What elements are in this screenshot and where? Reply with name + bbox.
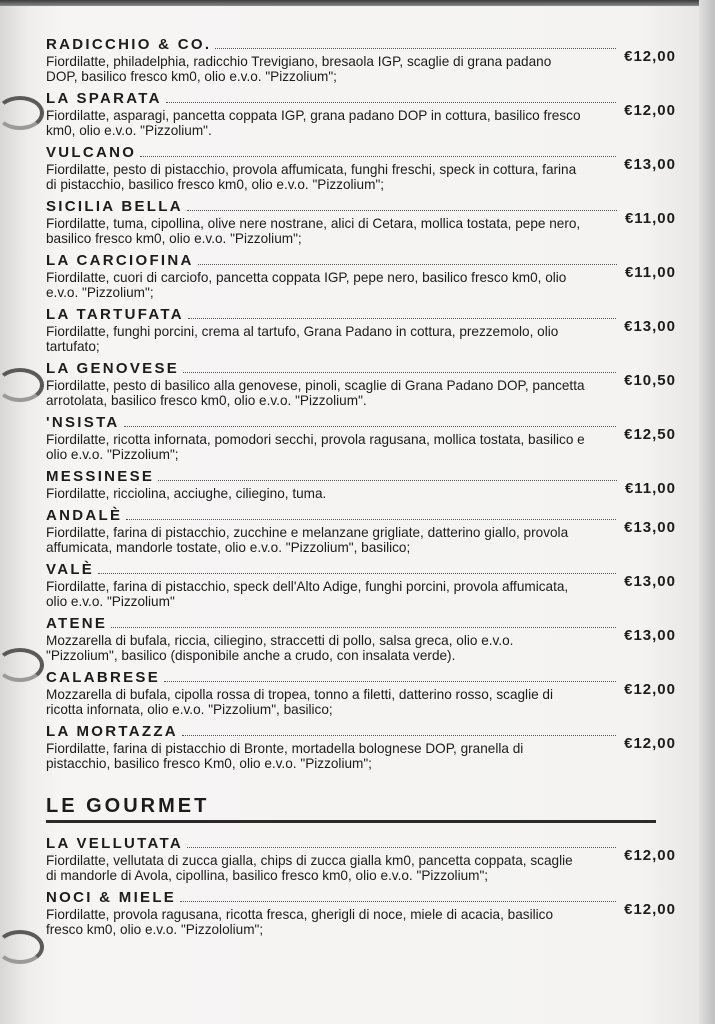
item-description: Fiordilatte, philadelphia, radicchio Trevigiano, bresaola IGP, scaglie di grana padano DOP, basilico fresco km0, olio e.v.o. "Pizzolium"; xyxy=(46,54,552,84)
item-price: €13,00 xyxy=(624,519,676,536)
item-name: LA SPARATA xyxy=(46,90,162,107)
menu-item xyxy=(46,723,676,771)
menu-item xyxy=(46,306,676,354)
dotted-leader xyxy=(126,518,616,520)
item-name: MESSINESE xyxy=(46,468,155,485)
item-price: €13,00 xyxy=(624,156,676,173)
item-name: NOCI & MIELE xyxy=(46,889,177,906)
item-price: €11,00 xyxy=(624,480,676,497)
menu-item xyxy=(46,669,676,717)
dotted-leader xyxy=(182,734,616,736)
section-title: LE GOURMET xyxy=(46,795,210,817)
section-header xyxy=(46,777,676,818)
dotted-leader xyxy=(158,479,617,481)
item-description: Fiordilatte, cuori di carciofo, pancetta coppata IGP, pepe nero, basilico fresco km0, olio e.v.o. "Pizzolium"; xyxy=(46,270,567,300)
binder-ring-icon xyxy=(0,930,44,964)
dotted-leader xyxy=(187,846,616,848)
menu-item xyxy=(46,144,676,192)
item-name: SICILIA BELLA xyxy=(46,198,183,215)
item-name: ANDALÈ xyxy=(46,507,123,524)
page-right-edge xyxy=(699,0,715,1024)
item-price: €13,00 xyxy=(624,573,676,590)
menu-item xyxy=(46,561,676,609)
item-price: €13,00 xyxy=(624,627,676,644)
item-price: €10,50 xyxy=(624,372,676,389)
item-name: 'NSISTA xyxy=(46,414,120,431)
item-price: €12,50 xyxy=(624,426,676,443)
menu-item xyxy=(46,468,676,501)
item-description: Mozzarella di bufala, cipolla rossa di tropea, tonno a filetti, datterino rosso, scaglie di ricotta infornata, olio e.v.o. "Pizzolium", basilico; xyxy=(46,687,554,717)
dotted-leader xyxy=(188,317,616,319)
page-top-edge xyxy=(0,0,715,6)
binder-ring-icon xyxy=(0,368,44,402)
item-price: €12,00 xyxy=(624,102,676,119)
dotted-leader xyxy=(198,263,617,265)
menu-item xyxy=(46,507,676,555)
item-price: €11,00 xyxy=(624,210,676,227)
menu-item xyxy=(46,889,676,937)
item-name: CALABRESE xyxy=(46,669,161,686)
menu-list xyxy=(46,36,676,943)
dotted-leader xyxy=(215,47,616,49)
item-description: Fiordilatte, ricciolina, acciughe, ciliegino, tuma. xyxy=(46,486,327,501)
menu-item xyxy=(46,198,676,246)
item-name: VULCANO xyxy=(46,144,137,161)
item-price: €12,00 xyxy=(624,48,676,65)
dotted-leader xyxy=(98,572,616,574)
item-description: Fiordilatte, farina di pistacchio, zucchine e melanzane grigliate, datterino giallo, provola affumicata, mandorle tostate, olio e.v.o. "Pizzolium", basilico; xyxy=(46,525,569,555)
section-divider xyxy=(46,820,656,823)
item-description: Fiordilatte, farina di pistacchio, speck dell'Alto Adige, funghi porcini, provola affumicata, olio e.v.o. "Pizzolium" xyxy=(46,579,569,609)
item-name: LA CARCIOFINA xyxy=(46,252,194,269)
menu-item xyxy=(46,252,676,300)
dotted-leader xyxy=(183,371,616,373)
item-price: €13,00 xyxy=(624,318,676,335)
dotted-leader xyxy=(111,626,616,628)
item-price: €11,00 xyxy=(624,264,676,281)
item-description: Fiordilatte, pesto di basilico alla genovese, pinoli, scaglie di Grana Padano DOP, pancetta arrotolata, basilico fresco km0, olio e.v.o. "Pizzolium". xyxy=(46,378,585,408)
dotted-leader xyxy=(164,680,616,682)
menu-item xyxy=(46,414,676,462)
item-price: €12,00 xyxy=(624,847,676,864)
dotted-leader xyxy=(180,900,616,902)
dotted-leader xyxy=(166,101,616,103)
item-description: Mozzarella di bufala, riccia, ciliegino, straccetti di pollo, salsa greca, olio e.v.o. "Pizzolium", basilico (disponibile anche a crudo, con insalata verde). xyxy=(46,633,514,663)
menu-item xyxy=(46,835,676,883)
item-description: Fiordilatte, funghi porcini, crema al tartufo, Grana Padano in cottura, prezzemolo, olio tartufato; xyxy=(46,324,559,354)
item-name: ATENE xyxy=(46,615,108,632)
menu-item xyxy=(46,36,676,84)
item-price: €12,00 xyxy=(624,901,676,918)
item-name: LA TARTUFATA xyxy=(46,306,184,323)
item-description: Fiordilatte, pesto di pistacchio, provola affumicata, funghi freschi, speck in cottura, farina di pistacchio, basilico fresco km0, olio e.v.o. "Pizzolium"; xyxy=(46,162,577,192)
item-price: €12,00 xyxy=(624,735,676,752)
item-price: €12,00 xyxy=(624,681,676,698)
menu-item xyxy=(46,90,676,138)
item-description: Fiordilatte, ricotta infornata, pomodori secchi, provola ragusana, mollica tostata, basilico e olio e.v.o. "Pizzolium"; xyxy=(46,432,585,462)
menu-item xyxy=(46,360,676,408)
item-description: Fiordilatte, farina di pistacchio di Bronte, mortadella bolognese DOP, granella di pistacchio, basilico fresco Km0, olio e.v.o. "Pizzolium"; xyxy=(46,741,524,771)
binder-ring-icon xyxy=(0,648,44,682)
item-description: Fiordilatte, asparagi, pancetta coppata IGP, grana padano DOP in cottura, basilico fresco km0, olio e.v.o. "Pizzolium". xyxy=(46,108,581,138)
item-name: LA GENOVESE xyxy=(46,360,180,377)
item-description: Fiordilatte, vellutata di zucca gialla, chips di zucca gialla km0, pancetta coppata, scaglie di mandorle di Avola, cipollina, basilico fresco km0, olio e.v.o. "Pizzolium"; xyxy=(46,853,573,883)
item-name: VALÈ xyxy=(46,561,95,578)
item-name: RADICCHIO & CO. xyxy=(46,36,212,53)
item-name: LA VELLUTATA xyxy=(46,835,184,852)
dotted-leader xyxy=(187,209,617,211)
binder-ring-icon xyxy=(0,96,44,130)
item-description: Fiordilatte, provola ragusana, ricotta fresca, gherigli di noce, miele di acacia, basilico fresco km0, olio e.v.o. "Pizzololium"; xyxy=(46,907,553,937)
item-name: LA MORTAZZA xyxy=(46,723,178,740)
item-description: Fiordilatte, tuma, cipollina, olive nere nostrane, alici di Cetara, mollica tostata, pepe nero, basilico fresco km0, olio e.v.o. "Pizzolium"; xyxy=(46,216,581,246)
menu-item xyxy=(46,615,676,663)
dotted-leader xyxy=(140,155,616,157)
dotted-leader xyxy=(124,425,617,427)
